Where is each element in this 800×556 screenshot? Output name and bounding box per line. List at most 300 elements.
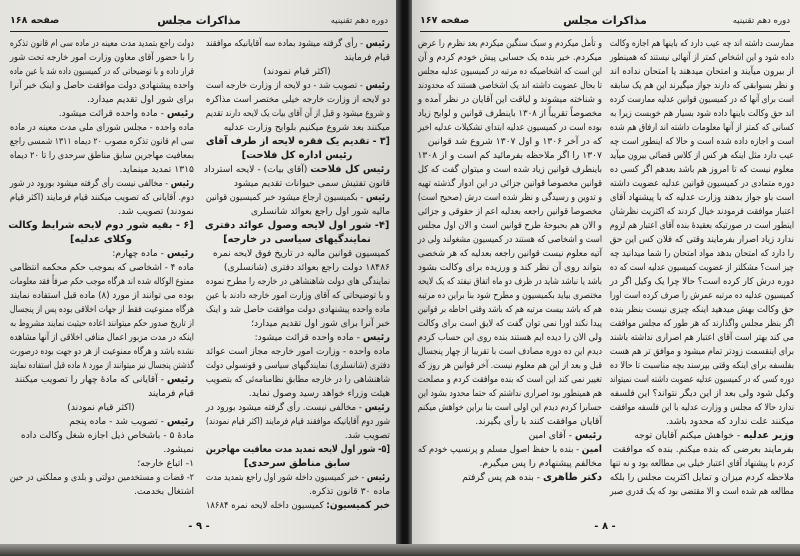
line-text: - خواهش میکنم آقایان توجه bbox=[634, 430, 744, 441]
speaker-name: رئیس bbox=[166, 108, 194, 119]
line-content bbox=[137, 458, 194, 469]
text-line bbox=[610, 387, 794, 401]
text-line bbox=[608, 429, 794, 443]
text-line bbox=[609, 261, 794, 275]
text-line bbox=[204, 387, 390, 401]
line-content bbox=[10, 150, 194, 161]
heading-text: سابق مناطق سرحدی] bbox=[243, 458, 351, 469]
line-text: نمودند) تصویب شد. bbox=[118, 206, 194, 217]
text-line bbox=[417, 121, 602, 135]
text-line bbox=[416, 429, 602, 443]
speaker-name: رئیس کل فلاحت bbox=[310, 164, 390, 175]
text-line bbox=[417, 373, 602, 387]
line-content bbox=[112, 248, 194, 259]
text-line bbox=[609, 135, 794, 149]
line-text: - بکمیسیون ارجاع میشود خبر کمیسیون قوانین bbox=[205, 192, 366, 203]
line-text: سی ام قانون تذکره مصوب ۲۰ دیماه ۱۳۱۱ شمسی راجع bbox=[9, 136, 194, 147]
text-line bbox=[205, 373, 390, 387]
line-content bbox=[10, 304, 194, 315]
line-content bbox=[610, 472, 794, 483]
line-content bbox=[206, 360, 390, 371]
text-line bbox=[417, 289, 602, 303]
line-text: اشتغال بخدمت. bbox=[133, 486, 194, 497]
line-text: از تاریخ صدور حکم میتوانند اعاده حیثیت نمایند مشروط به bbox=[9, 318, 195, 329]
line-text: و الان هم بحبوحهٔ طرح قوانین است و الان اول مجلس bbox=[417, 220, 602, 231]
line-text: بتواند روی آن نظر کند و ورزیده برای وکالت بشود bbox=[417, 262, 602, 273]
speaker-name: رئیس bbox=[365, 192, 390, 203]
line-text: دو لایحه از وزارت خارجه خیلی مختصر است مذاکره bbox=[205, 94, 390, 105]
text-line bbox=[417, 93, 602, 107]
line-content bbox=[610, 304, 794, 315]
text-line bbox=[609, 373, 794, 387]
text-line bbox=[9, 37, 195, 51]
text-line bbox=[204, 205, 390, 219]
left-page-168 bbox=[0, 0, 398, 544]
line-content bbox=[345, 430, 390, 441]
line-text: ۱- اتباع خارجه؛ bbox=[137, 458, 194, 469]
line-text: را با حضور آقای معاون وزارت امور خارجه تحت شور bbox=[9, 52, 195, 63]
line-text: کمیسیون داخله لایحه نمره ۱۸۶۸۴ bbox=[205, 500, 327, 511]
line-content bbox=[163, 444, 194, 455]
text-line bbox=[609, 177, 794, 191]
section-heading bbox=[8, 219, 194, 233]
line-content bbox=[610, 290, 794, 301]
text-line bbox=[609, 471, 794, 485]
speaker-name: رئیس bbox=[170, 178, 194, 189]
line-content bbox=[206, 416, 390, 427]
line-content bbox=[418, 38, 602, 49]
line-text: مخالفم پیشنهادم را پس میگیرم. bbox=[479, 458, 602, 469]
line-text: - مخالفی نیست. رأی گرفته میشود بورود در bbox=[205, 402, 365, 413]
page-header bbox=[420, 14, 790, 30]
line-text: معلوم نیست که تا امروز هم باشد بعدهم اگر کسی ده bbox=[609, 164, 794, 175]
line-text: هیئت وزراء خواهد رسید وصول نماید. bbox=[248, 388, 390, 399]
line-text: دوره متمادی در کمیسیون قوانین عدلیه عضویت داشته bbox=[609, 178, 794, 189]
line-text: که در آخر ۱۳۰۶ و اول ۱۳۰۷ شروع شد قوانین bbox=[427, 136, 602, 147]
line-text: است باو جواز بدهند وزارت عدلیه که با پیشنهاد آقای bbox=[609, 192, 794, 203]
text-line bbox=[609, 51, 794, 65]
line-text: قبل و بعد از این هم معلوم نیست. آخر قوانین هر روز که bbox=[417, 360, 602, 371]
line-text: و تدوین و رسیدگی و نظر شده است درش (صحیح است) bbox=[417, 192, 602, 203]
line-content bbox=[480, 458, 602, 469]
line-text: آتیه معلوم نیست قوانین راجعه بعدلیه که هر شخصی bbox=[417, 248, 602, 259]
line-content bbox=[206, 192, 390, 203]
line-text: بفلسفه برای اینکه وقتی بپرسند بچه مناسبت تا حالا ده bbox=[609, 360, 794, 371]
speaker-name: امین bbox=[581, 444, 602, 455]
right-page-167 bbox=[410, 0, 800, 544]
text-line bbox=[205, 345, 390, 359]
line-text: شاهنشاهی را در خارجه مطابق نظامنامه‌ئی که بتصویب bbox=[205, 374, 390, 385]
text-line bbox=[609, 219, 794, 233]
line-text: پیدا نکند اورا نمی توان گفت که لایق است برای وکالت bbox=[417, 318, 602, 329]
line-text: این است که اشخاصیکه ده مرتبه در کمیسیون عدلیه مجلس bbox=[417, 66, 602, 77]
line-text: ۱۸۴۸۶ دولت راجع بعوائد دفتری (شانسلری) bbox=[223, 262, 390, 273]
line-content bbox=[10, 262, 194, 273]
text-line bbox=[204, 51, 390, 65]
line-content bbox=[610, 458, 794, 469]
line-content bbox=[206, 402, 390, 413]
line-content bbox=[213, 248, 390, 259]
speaker-name: رئیس bbox=[366, 472, 390, 483]
line-content bbox=[418, 122, 602, 133]
line-text: خبر آنرا برای شور اول تقدیم میدارد؛ bbox=[251, 318, 390, 329]
line-text: ماده ۴ - اشخاصی که بموجب حکم محکمه انتظامی bbox=[9, 262, 194, 273]
page-footer-number: - ۸ - bbox=[594, 521, 616, 532]
line-content bbox=[610, 234, 794, 245]
line-text: کسانی که کمتر از آنها معلومات داشته اند ارفاق هم شده bbox=[609, 122, 794, 133]
line-text: میکنند علت ندارد که محدود باشد. bbox=[665, 416, 794, 427]
line-content bbox=[417, 150, 602, 161]
line-content bbox=[418, 80, 602, 91]
line-content bbox=[418, 276, 602, 287]
text-line bbox=[417, 275, 602, 289]
line-content bbox=[15, 374, 194, 385]
line-content bbox=[118, 206, 194, 217]
line-text: دوره کسی که در کمیسیون عدلیه عضویت داشته است نمیتواند bbox=[609, 374, 794, 385]
line-text: بفرمایند بعرضی که بنده میکنم. بنده که موافقت bbox=[612, 444, 794, 455]
session-label: دوره دهم تقنینیه bbox=[732, 16, 790, 26]
line-text: - بنده هم پس گرفتم bbox=[462, 472, 543, 483]
line-text: ماده واحده پیشنهادی دولت موافقت حاصل شد و اینک bbox=[205, 304, 390, 315]
line-content bbox=[206, 108, 390, 119]
text-line bbox=[609, 93, 794, 107]
line-content bbox=[610, 332, 794, 343]
text-line bbox=[9, 65, 194, 79]
line-content bbox=[418, 192, 602, 203]
text-line bbox=[609, 205, 794, 219]
line-content bbox=[10, 360, 194, 371]
text-line bbox=[609, 457, 794, 471]
line-content bbox=[204, 164, 390, 175]
text-line bbox=[205, 359, 390, 373]
line-text: دولت راجع بتمدید مدت معینه در ماده سی ام قانون تذکره bbox=[9, 38, 195, 49]
text-line bbox=[416, 471, 602, 485]
text-line bbox=[205, 275, 390, 289]
text-line bbox=[9, 261, 194, 275]
speaker-name: رئیس bbox=[364, 402, 390, 413]
line-content bbox=[610, 38, 794, 49]
section-heading bbox=[8, 233, 194, 247]
line-content bbox=[134, 486, 194, 497]
line-text: ولی الان را دیده ایم هستند بنده روی این حساب کردم bbox=[417, 332, 602, 343]
line-text: اند حق وکالت باینها داده شود بسیار هم خوبست زیرا به bbox=[609, 108, 794, 119]
line-text: بوده می توانند از مورد (۸) ماده قبل استفاده نمایند bbox=[9, 290, 194, 301]
heading-text: وکلای عدلیه] bbox=[69, 234, 133, 245]
line-text: - تصویب شد - ماده پنجم bbox=[69, 416, 167, 427]
line-text: است و اجازه داده شده است و حالا که اینطور است چه bbox=[609, 136, 794, 147]
line-content bbox=[634, 430, 794, 441]
text-line bbox=[417, 191, 602, 205]
line-content bbox=[224, 122, 390, 133]
centered-note bbox=[204, 65, 390, 79]
text-line bbox=[204, 485, 390, 499]
page-title: مذاکرات مجلس bbox=[157, 14, 241, 27]
line-text: - رأی گرفته میشود بماده سه آقایانیکه موافقند bbox=[205, 38, 366, 49]
speaker-name: رئیس bbox=[574, 430, 602, 441]
text-line bbox=[609, 359, 794, 373]
line-content bbox=[59, 108, 194, 119]
line-content bbox=[224, 262, 390, 273]
line-text: شور دوم آقایانیکه موافقند قیام فرمایند (اکثر قیام نمودند) bbox=[205, 416, 390, 427]
line-text: و با توضیحاتی که آقای وزارت امور خارجه دادند با عین bbox=[205, 290, 390, 301]
text-line bbox=[9, 359, 194, 373]
line-text: دفتری (شانسلری) نمایندگیهای سیاسی و قونسولی دولت bbox=[205, 360, 390, 371]
text-line bbox=[8, 93, 194, 107]
line-content bbox=[251, 206, 390, 217]
text-line bbox=[417, 177, 602, 191]
line-text: از بیرون میآیند و امتحان میدهند یا امتحان نداده اند bbox=[609, 66, 794, 77]
line-content bbox=[10, 80, 194, 91]
line-text: حسابرا کردم دیدم این اولی است بنا براین خواهش میکنم bbox=[417, 402, 602, 413]
line-content bbox=[610, 402, 794, 413]
line-text: ملاحظه کردم میزان و تمایل اکثریت مجلس را بلکه bbox=[609, 472, 794, 483]
text-line bbox=[417, 331, 602, 345]
line-content bbox=[610, 220, 794, 231]
text-line bbox=[8, 443, 194, 457]
line-text: است و اشخاصی که هستند در کمیسیون مشغولند ولی در bbox=[417, 234, 602, 245]
speaker-name: رئیس bbox=[365, 80, 390, 91]
line-text: و تأمل میکردم و سبک سنگین میکردم بعد نظرم را عرض bbox=[417, 38, 602, 49]
line-content bbox=[418, 52, 602, 63]
text-line bbox=[417, 163, 602, 177]
text-line bbox=[609, 233, 794, 247]
page-number: صفحه ۱۶۷ bbox=[420, 15, 470, 26]
text-line bbox=[417, 247, 602, 261]
line-content bbox=[610, 80, 794, 91]
line-content bbox=[610, 150, 794, 161]
line-text: بوده است در کمیسیون عدلیه ابتدای تشکیلات عدلیه اخیر bbox=[417, 122, 602, 133]
line-text: - آقایانی که مادهٔ چهار را تصویب میکنند bbox=[14, 374, 167, 385]
line-text: قیام فرمایند bbox=[344, 52, 390, 63]
text-line bbox=[417, 345, 602, 359]
line-content bbox=[10, 346, 194, 357]
line-content bbox=[87, 94, 194, 105]
text-line bbox=[416, 415, 602, 429]
line-content bbox=[206, 346, 390, 357]
line-text: - آقای امین bbox=[528, 430, 575, 441]
line-text: کردم با پیشنهاد آقای اعتبار خیلی بی مطالعه بود و نه تنها bbox=[609, 458, 794, 469]
header-rule bbox=[10, 31, 388, 32]
line-text: اینطور است در صورتیکه بعقیدهٔ بنده آقای اعتبار هم لزوم bbox=[609, 220, 794, 231]
line-content bbox=[418, 374, 602, 385]
text-line bbox=[417, 107, 602, 121]
line-text: میکنند بعد شروع میکنیم بلوایح وزارت عدلیه bbox=[223, 122, 390, 133]
line-content bbox=[309, 486, 390, 497]
line-text: - ماده چهارم: bbox=[112, 248, 167, 259]
line-text: - ماده واحده قرائت میشود: bbox=[254, 332, 363, 343]
section-heading bbox=[204, 219, 390, 233]
line-content bbox=[206, 500, 390, 511]
text-line bbox=[609, 401, 794, 415]
text-line bbox=[8, 485, 194, 499]
line-text: - مخالفی نیست رأی گرفته میشود بورود در شور bbox=[9, 178, 171, 189]
line-content bbox=[418, 388, 602, 399]
text-line bbox=[609, 345, 794, 359]
text-line bbox=[8, 205, 194, 219]
text-line bbox=[9, 149, 194, 163]
line-content bbox=[418, 94, 602, 105]
text-line bbox=[8, 429, 194, 443]
text-line bbox=[9, 275, 194, 289]
speaker-name: رئیس bbox=[362, 332, 390, 343]
line-content bbox=[610, 108, 794, 119]
line-content bbox=[206, 472, 390, 483]
text-line bbox=[417, 359, 602, 373]
line-text: باینطرف قوانین زیاد شده است و میتوان گفت که کل bbox=[417, 164, 602, 175]
line-text: - خبر کمیسیون داخله شور اول راجع بتمدید مدت bbox=[205, 472, 367, 483]
line-text: دوم. آقایانی که تصویب میکنند قیام فرمایند (اکثر قیام bbox=[9, 192, 195, 203]
heading-text: رئیس اداره کل فلاحت] bbox=[241, 150, 353, 161]
line-text: (آقای بیات) - لایحه استرداد bbox=[204, 164, 311, 175]
text-line bbox=[416, 135, 602, 149]
book-spine bbox=[396, 0, 412, 556]
line-text: اینکه در مدت مزبور اعمال منافی اخلاقی از آنها مشاهده bbox=[9, 332, 195, 343]
text-line bbox=[204, 317, 390, 331]
line-content bbox=[418, 360, 602, 371]
text-line bbox=[609, 79, 794, 93]
text-line bbox=[416, 149, 602, 163]
line-text: حق وکالت بهش میدهید اینکه چیزی نیست بنظر بنده bbox=[609, 304, 794, 315]
line-text: مادهٔ ۵ - باشخاص ذیل اجازه شغل وکالت داده bbox=[20, 430, 194, 441]
text-line bbox=[8, 163, 194, 177]
line-text: می کند بهتر است آقای اعتبار هم اصراری نداشته باشند bbox=[609, 332, 794, 343]
line-text: نمایندگی های دولت شاهنشاهی در خارجه را مطرح نموده bbox=[205, 276, 390, 287]
heading-text: [۴- شور اول لایحه وصول عوائد دفتری bbox=[204, 220, 390, 231]
line-content bbox=[610, 374, 794, 385]
text-line bbox=[9, 303, 195, 317]
line-text: و شروع میشود و قبل از آن آقای بیات یک لایحه دارند تقدیم bbox=[205, 108, 390, 119]
heading-text: [۶ - بقیه شور دوم لایحه شرایط وکالت bbox=[8, 220, 194, 231]
line-text: دوره درش کار کرده است؟ حالا چرا یک وکیل اگر در bbox=[609, 276, 794, 287]
line-content bbox=[610, 486, 794, 497]
line-content bbox=[249, 388, 390, 399]
line-content bbox=[418, 66, 602, 77]
line-text: - بنده با حفظ اصول مسلم و پرنسیپ خودم که bbox=[417, 444, 582, 455]
text-line bbox=[204, 429, 390, 443]
line-content bbox=[10, 472, 194, 483]
line-text: داده شود و این اشخاص کمتر از آنهائی نیستند که همینطور bbox=[609, 52, 794, 63]
line-content bbox=[610, 206, 794, 217]
line-content bbox=[610, 66, 794, 77]
text-line bbox=[9, 121, 194, 135]
text-line bbox=[205, 289, 390, 303]
text-line bbox=[8, 247, 194, 261]
text-line bbox=[609, 191, 794, 205]
text-line bbox=[609, 289, 794, 303]
line-content bbox=[10, 178, 194, 189]
line-text: ندارد حالا که مجلس و وزارت عدلیه با این فلسفه موافقت bbox=[609, 402, 794, 413]
line-text: ماده واحده - مجلس شورای ملی مدت معینه در ماده bbox=[9, 122, 194, 133]
line-text: است برای آنها که در کمیسیون قوانین عدلیه ممارست کرده bbox=[609, 94, 794, 105]
text-line bbox=[609, 163, 794, 177]
speaker-name: رئیس bbox=[365, 38, 390, 49]
text-line bbox=[609, 247, 794, 261]
line-content bbox=[610, 52, 794, 63]
text-line bbox=[205, 401, 390, 415]
line-content bbox=[10, 136, 194, 147]
text-line bbox=[205, 37, 390, 51]
text-column-left bbox=[416, 37, 602, 485]
line-content bbox=[10, 332, 194, 343]
line-content bbox=[119, 164, 194, 175]
line-content bbox=[10, 318, 194, 329]
text-line bbox=[9, 79, 195, 93]
centered-note bbox=[8, 401, 194, 415]
text-line bbox=[8, 415, 194, 429]
line-content bbox=[418, 332, 602, 343]
line-text: عیب دارد مثل اینکه هر کس از کلاس قضائی بیرون میآید bbox=[609, 150, 794, 161]
text-line bbox=[609, 107, 794, 121]
line-text: هرگاه ممنوعیت فقط از جهات اخلاقی بوده پس از پنجسال bbox=[9, 304, 195, 315]
text-line bbox=[205, 191, 390, 205]
line-content bbox=[666, 416, 794, 427]
page-bottom-shadow bbox=[0, 544, 800, 556]
text-line bbox=[204, 121, 390, 135]
line-text: ۲- قضات و مستخدمین دولتی و بلدی و مملکتی در حین bbox=[9, 472, 194, 483]
line-text: و نظر بسوابقی که دارند جواز میگیرند این هم یک سابقه bbox=[609, 80, 794, 91]
text-line bbox=[8, 373, 194, 387]
line-content bbox=[344, 52, 390, 63]
line-content bbox=[418, 248, 602, 259]
line-content bbox=[610, 360, 794, 371]
line-text: ممنوع الوکاله شده اند هرگاه موجب حکم صرفاً فقد معلومات bbox=[9, 276, 194, 287]
line-text: باشد یا نباشد شاید در ظرف دو ماه اتفاق نیفتد که یک لایحه bbox=[417, 276, 602, 287]
line-text: مختصری بیاید بکمیسیون و مطرح شود بنا براین ده مرتبه bbox=[417, 290, 602, 301]
text-line bbox=[8, 387, 194, 401]
line-text: نشده باشد و هرگاه ممنوعیت از هر دو جهت بوده درصورت bbox=[9, 346, 194, 357]
text-line bbox=[205, 415, 390, 429]
line-content bbox=[610, 318, 794, 329]
line-content bbox=[418, 346, 602, 357]
line-content bbox=[206, 276, 390, 287]
line-content bbox=[610, 346, 794, 357]
section-heading bbox=[205, 443, 390, 457]
line-content bbox=[462, 472, 602, 483]
line-content bbox=[10, 192, 194, 203]
line-content bbox=[610, 94, 794, 105]
page-title: مذاکرات مجلس bbox=[563, 14, 647, 27]
line-text: ماده واحده - وزارت امور خارجه مجاز است عوائد bbox=[205, 346, 390, 357]
line-content bbox=[10, 290, 194, 301]
text-line bbox=[9, 345, 194, 359]
line-content bbox=[428, 136, 602, 147]
text-line bbox=[417, 401, 602, 415]
line-content bbox=[610, 262, 794, 273]
line-text: اعتبار موافقت فرمودند خیال کردند که اکثریت نظرشان bbox=[609, 206, 794, 217]
line-content bbox=[418, 234, 602, 245]
text-line bbox=[416, 457, 602, 471]
line-text: میکردم. خیر بنده یک حسابی پیش خودم کردم و آن bbox=[417, 52, 602, 63]
text-line bbox=[609, 149, 794, 163]
page-footer-number: - ۹ - bbox=[188, 521, 210, 532]
text-line bbox=[9, 471, 194, 485]
text-line bbox=[609, 303, 794, 317]
section-heading bbox=[204, 149, 390, 163]
text-line bbox=[608, 443, 794, 457]
line-text: ماده ۳۰ قانون تذکره. bbox=[308, 486, 390, 497]
note-text: (اکثر قیام نمودند) bbox=[67, 402, 135, 413]
line-text: را دارد که امتحان بدهد مواد امتحان را شما میدانید چه bbox=[609, 248, 794, 259]
line-content bbox=[418, 108, 602, 119]
line-content bbox=[418, 206, 602, 217]
text-line bbox=[417, 79, 602, 93]
line-content bbox=[610, 388, 794, 399]
text-line bbox=[205, 499, 390, 513]
text-line bbox=[205, 303, 390, 317]
line-content bbox=[610, 136, 794, 147]
text-line bbox=[205, 79, 390, 93]
line-text: ممارست داشته اند چه عیب دارد که باینها هم اجازه وکالت bbox=[609, 38, 794, 49]
